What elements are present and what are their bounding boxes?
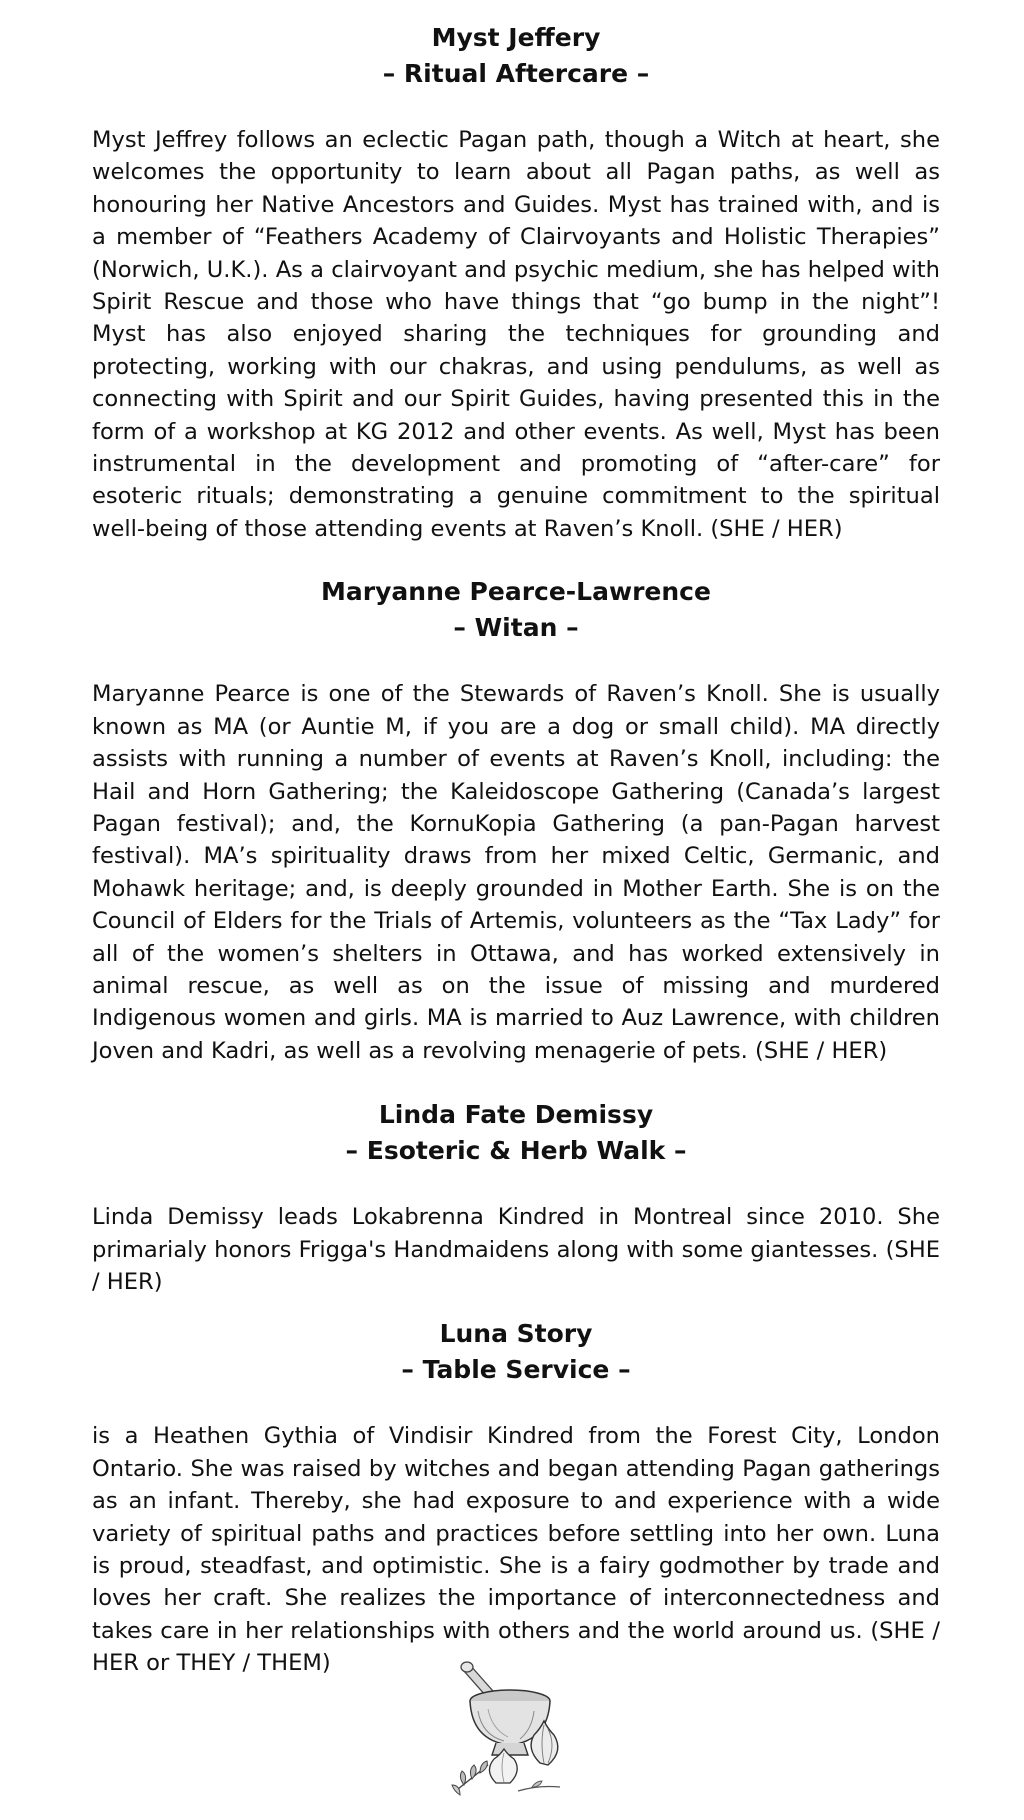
mortar-and-pestle-icon bbox=[448, 1655, 582, 1797]
bio-text: is a Heathen Gythia of Vindisir Kindred from the Forest City, London Ontario. She was raised by witches and began attending Pagan gatherings as an infant. Thereby, she had exposure to and experience with a wide variety of spiritual paths and practices before settling into her own. Luna is proud, steadfast, and optimistic. She is a fairy godmother by trade and loves her craft. She realizes the importance of interconnectedness and takes care in her relationships with others and the world around us. (SHE / HER or THEY / THEM) bbox=[92, 1423, 940, 1677]
bio-text: Maryanne Pearce is one of the Stewards of Raven’s Knoll. She is usually known as MA (or Auntie M, if you are a dog or small child). MA directly assists with running a number of events at Raven’s Knoll, including: the Hail and Horn Gathering; the Kaleidoscope Gathering (Canada’s largest Pagan festival); and, the KornuKopia Gathering (a pan-Pagan harvest festival). MA’s spirituality draws from her mixed Celtic, Germanic, and Mohawk heritage; and, is deeply grounded in Mother Earth. She is on the Council of Elders for the Trials of Artemis, volunteers as the “Tax Lady” for all of the women’s shelters in Ottawa, and has worked extensively in animal rescue, as well as on the issue of missing and murdered Indigenous women and girls. MA is married to Auz Lawrence, with children Joven and Kadri, as well as a revolving menagerie of pets. (SHE / HER) bbox=[92, 681, 940, 1064]
bio-role: – Esoteric & Herb Walk – bbox=[345, 1136, 687, 1166]
bio-myst-jeffery bbox=[92, 20, 940, 545]
bio-role: – Witan – bbox=[453, 613, 579, 643]
bio-name: Linda Fate Demissy bbox=[378, 1100, 654, 1130]
bio-name: Myst Jeffery bbox=[431, 23, 601, 52]
bio-name: Maryanne Pearce-Lawrence bbox=[321, 577, 711, 607]
bio-text: Linda Demissy leads Lokabrenna Kindred in Montreal since 2010. She primarialy honors Frigga's Handmaidens along with some giantesses. (SHE / HER) bbox=[92, 1204, 940, 1295]
page-content bbox=[92, 20, 940, 1680]
bio-linda-fate-demissy bbox=[92, 1097, 940, 1298]
bio-name: Luna Story bbox=[439, 1319, 593, 1349]
bio-luna-story bbox=[92, 1316, 940, 1679]
bio-text: Myst Jeffrey follows an eclectic Pagan path, though a Witch at heart, she welcomes the opportunity to learn about all Pagan paths, as well as honouring her Native Ancestors and Guides. Myst has trained with, and is a member of “Feathers Academy of Clairvoyants and Holistic Therapies” (Norwich, U.K.). As a clairvoyant and psychic medium, she has helped with Spirit Rescue and those who have things that “go bump in the night”! Myst has also enjoyed sharing the techniques for grounding and protecting, working with our chakras, and using pendulums, as well as connecting with Spirit and our Spirit Guides, having presented this in the form of a workshop at KG 2012 and other events. As well, Myst has been instrumental in the development and promoting of “after-care” for esoteric rituals; demonstrating a genuine commitment to the spiritual well-being of those attending events at Raven’s Knoll. (SHE / HER) bbox=[92, 127, 940, 542]
bio-role: – Ritual Aftercare – bbox=[382, 59, 650, 88]
bio-role: – Table Service – bbox=[401, 1355, 631, 1385]
bio-maryanne-pearce-lawrence bbox=[92, 574, 940, 1067]
